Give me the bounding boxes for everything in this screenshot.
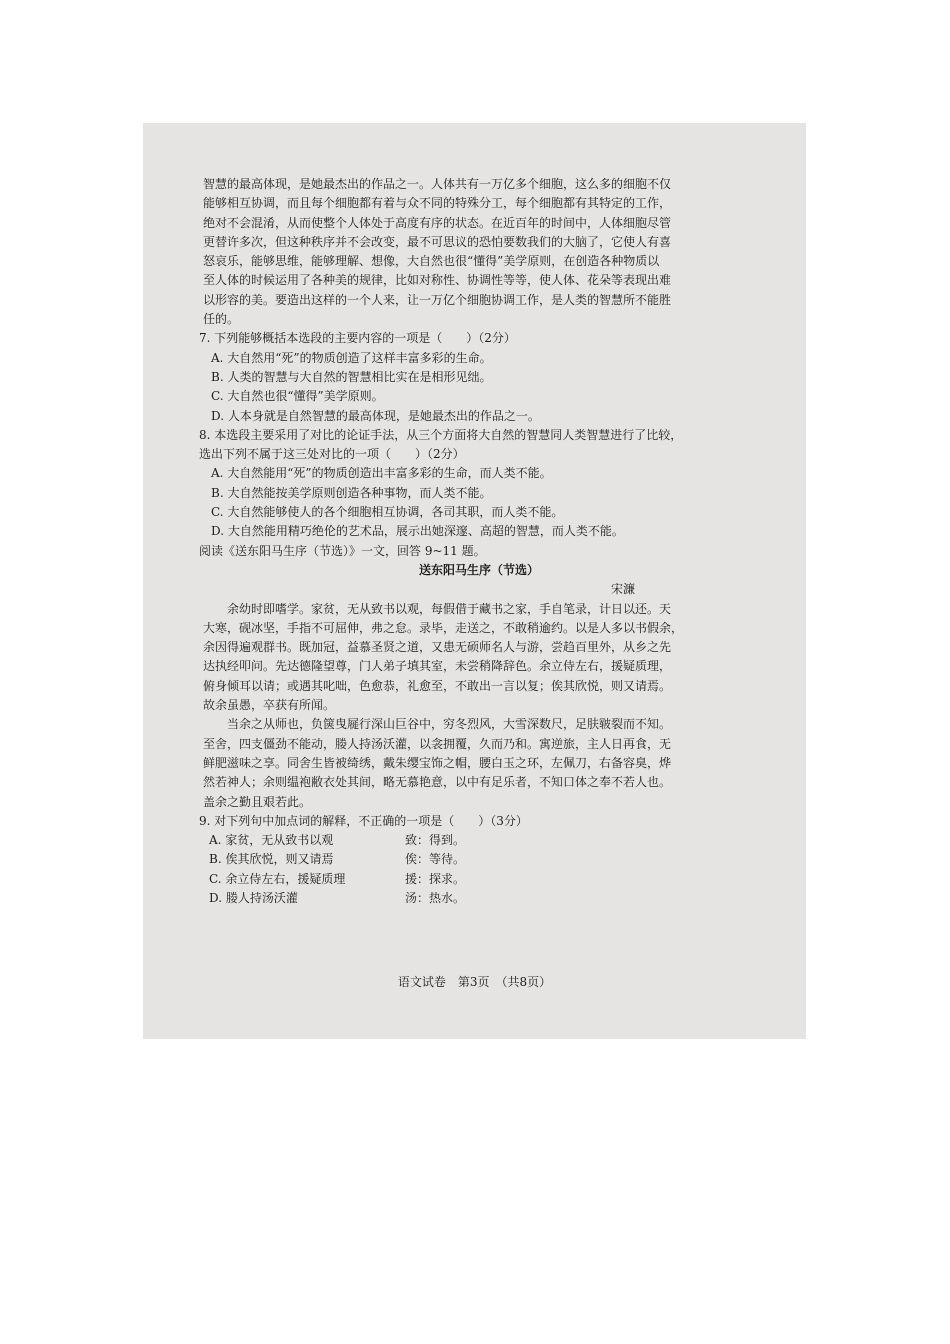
essay-paragraph-2: [203, 715, 755, 811]
option-c: C. 大自然也很“懂得”美学原则。: [211, 389, 384, 404]
passage-line: 任的。: [203, 312, 240, 327]
option-d: D. 人本身就是自然智慧的最高体现，是她最杰出的作品之一。: [211, 408, 540, 423]
passage-line: 智慧的最高体现，是她最杰出的作品之一。人体共有一万亿多个细胞，这么多的细胞不仅: [203, 177, 672, 191]
question-stem: 7. 下列能够概括本选段的主要内容的一项是（ ）（2分）: [199, 331, 516, 346]
q9-sentence: C. 余立侍左右，援疑质理: [209, 871, 346, 886]
q9-sentence: B. 俟其欣悦，则又请焉: [209, 852, 334, 867]
q9-gloss: 援：探求。: [405, 871, 466, 886]
option-c: C. 大自然能够使人的各个细胞相互协调，各司其职，而人类不能。: [211, 505, 564, 520]
essay-line: 余幼时即嗜学。家贫，无从致书以观，每假借于藏书之家，手自笔录，计日以还。天: [227, 601, 672, 616]
q9-row-c: [203, 870, 755, 889]
essay-title: 送东阳马生序（节选）: [418, 562, 539, 577]
essay-line: 达执经叩问。先达德隆望尊，门人弟子填其室，未尝稍降辞色。余立侍左右，援疑质理，: [203, 659, 672, 674]
essay-line: 然若神人；余则缊袍敝衣处其间，略无慕艳意，以中有足乐者，不知口体之奉不若人也。: [203, 775, 672, 790]
reading-instruction: 阅读《送东阳马生序（节选）》一文，回答 9~11 题。: [199, 543, 486, 558]
passage-line: 更替许多次，但这种秩序并不会改变，最不可思议的恐怕要数我们的大脑了，它使人有喜: [203, 234, 672, 249]
classical-essay: [203, 561, 755, 812]
q9-sentence: D. 媵人持汤沃灌: [209, 890, 298, 905]
essay-line: 至舍，四支僵劲不能动，媵人持汤沃灌，以衾拥覆，久而乃和。寓逆旅，主人日再食，无: [203, 736, 672, 751]
essay-line: 余因得遍观群书。既加冠，益慕圣贤之道，又患无硕师名人与游，尝趋百里外，从乡之先: [203, 640, 672, 655]
essay-line: 盖余之勤且艰若此。: [203, 794, 312, 809]
question-stem: 8. 本选段主要采用了对比的论证手法，从三个方面将大自然的智慧同人类智慧进行了比较，: [199, 427, 683, 442]
q9-row-d: [203, 889, 755, 908]
passage-line: 至人体的时候运用了各种美的规律，比如对称性、协调性等等，使人体、花朵等表现出难: [203, 273, 672, 288]
passage-1: [203, 175, 755, 329]
essay-line: 鲜肥滋味之享。同舍生皆被绮绣，戴朱缨宝饰之帽，腰白玉之环，左佩刀，右备容臭，烨: [203, 755, 672, 770]
essay-line: 俯身倾耳以请；或遇其叱咄，色愈恭，礼愈至，不敢出一言以复；俟其欣悦，则又请焉。: [203, 678, 672, 693]
passage-line: 能够相互协调，而且每个细胞都有着与众不同的特殊分工，每个细胞都有其特定的工作，: [203, 196, 672, 211]
q9-row-a: [203, 831, 755, 850]
page-footer: 语文试卷 第3页 （共8页）: [397, 975, 552, 989]
q9-row-b: [203, 850, 755, 869]
q9-gloss: 致：得到。: [405, 833, 466, 848]
essay-line: 故余虽愚，卒获有所闻。: [203, 698, 336, 713]
option-a: A. 大自然能用“死”的物质创造出丰富多彩的生命，而人类不能。: [211, 466, 552, 481]
essay-author: 宋濂: [610, 582, 635, 597]
option-b: B. 人类的智慧与大自然的智慧相比实在是相形见绌。: [211, 369, 492, 384]
question-stem-continued: 选出下列不属于这三处对比的一项（ ）（2分）: [199, 447, 465, 462]
option-d: D. 大自然能用精巧绝伦的艺术品，展示出她深邃、高超的智慧，而人类不能。: [211, 524, 624, 539]
passage-line: 以形容的美。要造出这样的一个人来，让一万亿个细胞协调工作，是人类的智慧所不能胜: [203, 292, 672, 307]
passage-line: 绝对不会混淆，从而使整个人体处于高度有序的状态。在近百年的时间中，人体细胞尽管: [203, 215, 672, 230]
essay-paragraph-1: [203, 600, 755, 716]
scanned-exam-page: [143, 123, 806, 1039]
page-text: [199, 175, 755, 908]
passage-line: 怒哀乐，能够思维，能够理解、想像，大自然也很“懂得”美学原则，在创造各种物质以: [203, 254, 660, 269]
q9-sentence: A. 家贫，无从致书以观: [209, 833, 334, 848]
question-9: [199, 812, 755, 908]
question-7: [199, 329, 755, 425]
question-stem: 9. 对下列句中加点词的解释，不正确的一项是（ ）（3分）: [199, 813, 528, 828]
essay-line: 当余之从师也，负箧曳屣行深山巨谷中，穷冬烈风，大雪深数尺，足肤皲裂而不知。: [227, 717, 672, 732]
q9-gloss: 俟：等待。: [405, 852, 466, 867]
option-a: A. 大自然用“死”的物质创造了这样丰富多彩的生命。: [211, 350, 492, 365]
q9-gloss: 汤：热水。: [405, 890, 466, 905]
question-8: [199, 426, 755, 542]
essay-line: 大寒，砚冰坚，手指不可屈伸，弗之怠。录毕，走送之，不敢稍逾约。以是人多以书假余，: [203, 620, 684, 635]
option-b: B. 大自然能按美学原则创造各种事物，而人类不能。: [211, 485, 492, 500]
